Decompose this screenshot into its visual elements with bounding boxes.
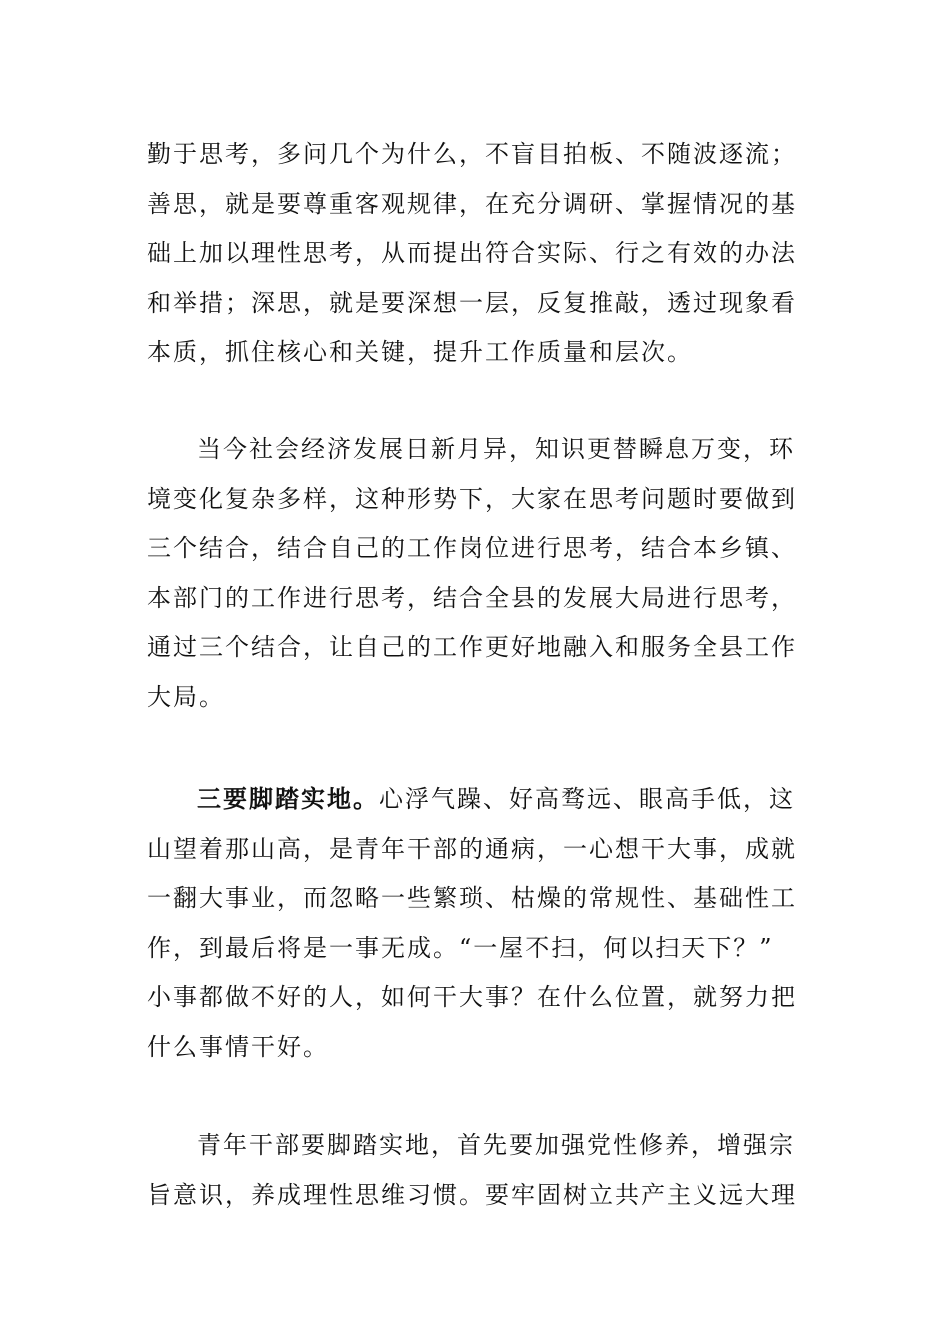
- text-line: 旨意识，养成理性思维习惯。要牢固树立共产主义远大理: [147, 1180, 797, 1209]
- text-line: 通过三个结合，让自己的工作更好地融入和服务全县工作: [147, 633, 797, 661]
- text-line: [147, 775, 807, 825]
- text-line: 青年干部要脚踏实地，首先要加强党性修养，增强宗: [197, 1131, 795, 1159]
- text-line: 山望着那山高，是青年干部的通病，一心想干大事，成就: [147, 834, 797, 863]
- text-line: 本质，抓住核心和关键，提升工作质量和层次。: [147, 338, 693, 366]
- text-line: 什么事情干好。: [147, 1032, 329, 1061]
- text-line: 作，到最后将是一事无成。“一屋不扫，何以扫天下？”: [147, 933, 774, 962]
- text-segment: 心浮气躁、好高骛远、眼高手低，这: [379, 785, 795, 813]
- paragraph-party-spirit: [147, 1121, 807, 1220]
- text-line: 和举措；深思，就是要深想一层，反复推敲，透过现象看: [147, 288, 797, 317]
- paragraph-down-to-earth: [147, 775, 807, 1072]
- text-line: 大局。: [147, 682, 225, 711]
- text-line: 善思，就是要尊重客观规律，在充分调研、掌握情况的基: [147, 189, 797, 218]
- text-line: 本部门的工作进行思考，结合全县的发展大局进行思考，: [147, 583, 797, 612]
- text-line: 三个结合，结合自己的工作岗位进行思考，结合本乡镇、: [147, 534, 797, 562]
- text-line: 当今社会经济发展日新月异，知识更替瞬息万变，环: [197, 435, 795, 463]
- text-line: 小事都做不好的人，如何干大事？在什么位置，就努力把: [147, 983, 797, 1011]
- text-line: 础上加以理性思考，从而提出符合实际、行之有效的办法: [147, 239, 797, 267]
- section-heading: 三要脚踏实地。: [197, 785, 379, 813]
- text-line: 勤于思考，多问几个为什么，不盲目拍板、不随波逐流；: [147, 140, 797, 168]
- paragraph-three-combinations: [147, 425, 807, 722]
- paragraph-thinking: [147, 130, 807, 378]
- text-line: 一翻大事业，而忽略一些繁琐、枯燥的常规性、基础性工: [147, 884, 797, 912]
- text-line: 境变化复杂多样，这种形势下，大家在思考问题时要做到: [147, 484, 797, 513]
